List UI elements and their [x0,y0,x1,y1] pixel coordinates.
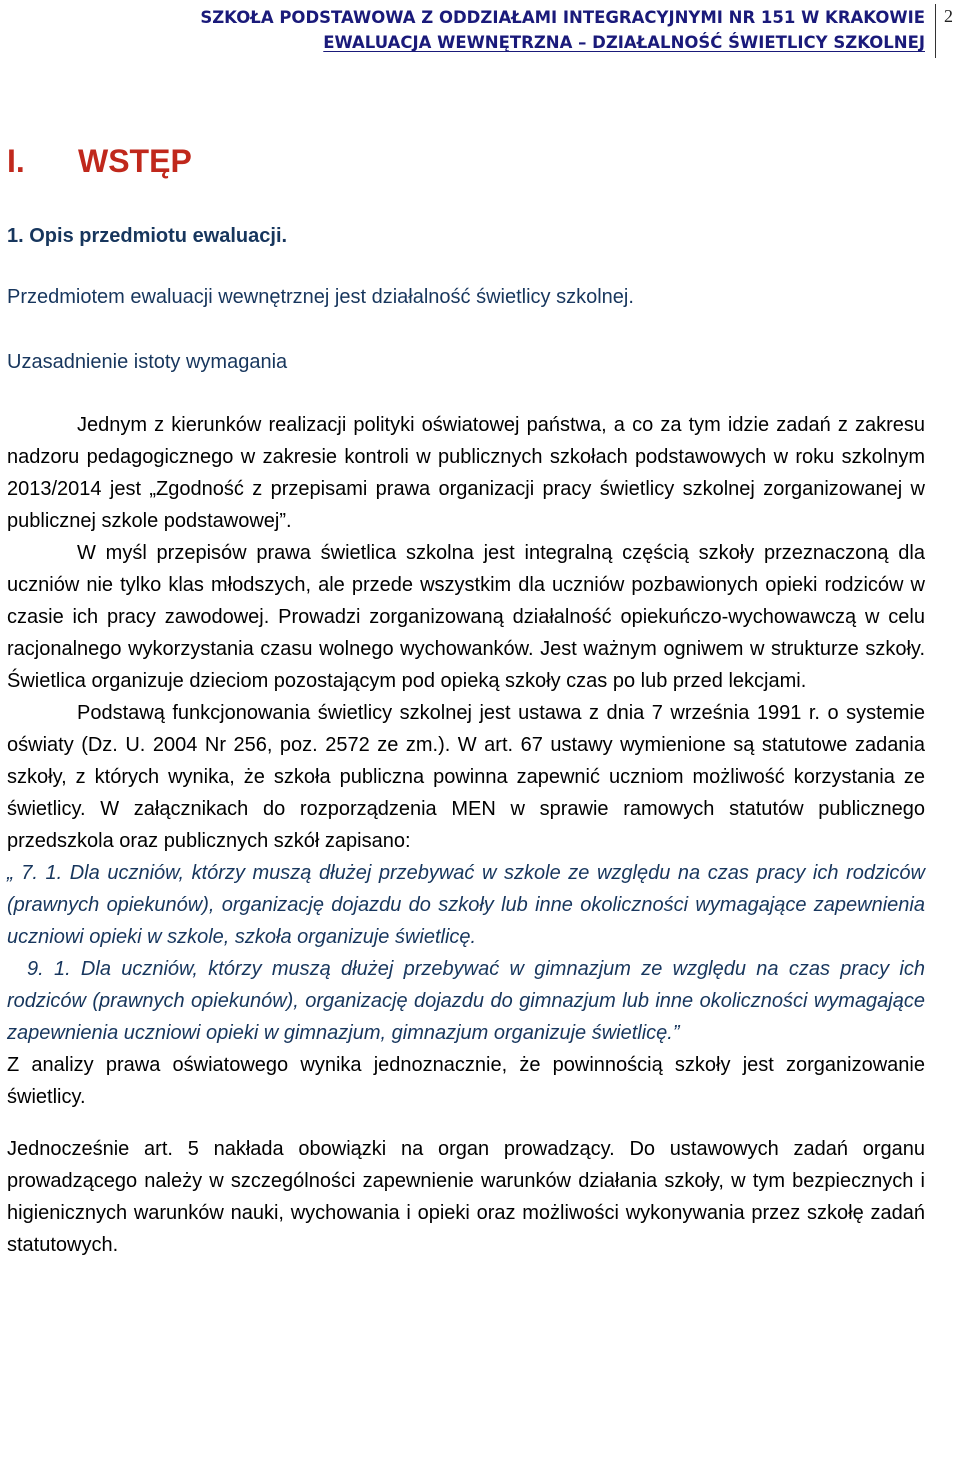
quote-school: „ 7. 1. Dla uczniów, którzy muszą dłużej przebywać w szkole ze względu na czas pracy ich rodziców (prawnych opiekunów), organizację dojazdu do szkoły lub inne okoliczności wymagające zapewnienia uczniowi opieki w szkole, szkoła organizuje świetlicę. [7,862,925,948]
justification-heading: Uzasadnienie istoty wymagania [7,351,288,373]
page-number: 2 [944,6,953,26]
quote-gymnasium: 9. 1. Dla uczniów, którzy muszą dłużej przebywać w gimnazjum ze względu na czas pracy ich rodziców (prawnych opiekunów), organizację dojazdu do gimnazjum lub inne okoliczności wymagające zapewnienia uczniowi opieki w gimnazjum, gimnazjum organizuje świetlicę.” [7,958,925,1044]
paragraph-legal-basis: Podstawą funkcjonowania świetlicy szkolnej jest ustawa z dnia 7 września 1991 r. o systemie oświaty (Dz. U. 2004 Nr 256, poz. 2572 ze zm.). W art. 67 ustawy wymienione są statutowe zadania szkoły, z których wynika, że szkoła publiczna powinna zapewnić uczniom możliwość korzystania ze świetlicy. W załącznikach do rozporządzenia MEN w sprawie ramowych statutów publicznego przedszkola oraz publicznych szkół zapisano: [7,702,925,852]
section-heading [7,141,192,181]
section-number: I. [7,143,25,179]
paragraph-purpose: W myśl przepisów prawa świetlica szkolna jest integralną częścią szkoły przeznaczoną dla uczniów nie tylko klas młodszych, ale przede wszystkim dla uczniów pozbawionych opieki rodziców w czasie ich pracy zawodowej. Prowadzi zorganizowaną działalność opiekuńczo-wychowawczą w celu racjonalnego wykorzystania czasu wolnego wychowanków. Jest ważnym ogniwem w strukturze szkoły. Świetlica organizuje dzieciom pozostającym pod opieką szkoły czas po lub przed lekcjami. [7,542,925,692]
body-text [7,409,925,1261]
paragraph-governing-body: Jednocześnie art. 5 nakłada obowiązki na organ prowadzący. Do ustawowych zadań organu prowadzącego należy w szczególności zapewnienie warunków działania szkoły, w tym bezpiecznych i higienicznych warunków nauki, wychowania i opieki oraz możliwości wykonywania przez szkołę zadań statutowych. [7,1138,925,1256]
paragraph-conclusion: Z analizy prawa oświatowego wynika jednoznacznie, że powinnością szkoły jest zorganizowanie świetlicy. [7,1054,925,1108]
section-title: WSTĘP [78,143,192,179]
header-school-name: SZKOŁA PODSTAWOWA Z ODDZIAŁAMI INTEGRACYJNYMI NR 151 W KRAKOWIE [200,8,925,27]
header-text [200,5,925,55]
header-document-title: EWALUACJA WEWNĘTRZNA – DZIAŁALNOŚĆ ŚWIETLICY SZKOLNEJ [323,33,925,52]
paragraph-policy: Jednym z kierunków realizacji polityki oświatowej państwa, a co za tym idzie zadań z zakresu nadzoru pedagogicznego w zakresie kontroli w publicznych szkołach podstawowych w roku szkolnym 2013/2014 jest „Zgodność z przepisami prawa organizacji pracy świetlicy szkolnej zorganizowanej w publicznej szkole podstawowej”. [7,414,925,532]
subject-sentence: Przedmiotem ewaluacji wewnętrznej jest działalność świetlicy szkolnej. [7,286,634,308]
subsection-heading: 1. Opis przedmiotu ewaluacji. [7,225,288,247]
header-divider [935,4,936,58]
page-header [0,0,960,60]
